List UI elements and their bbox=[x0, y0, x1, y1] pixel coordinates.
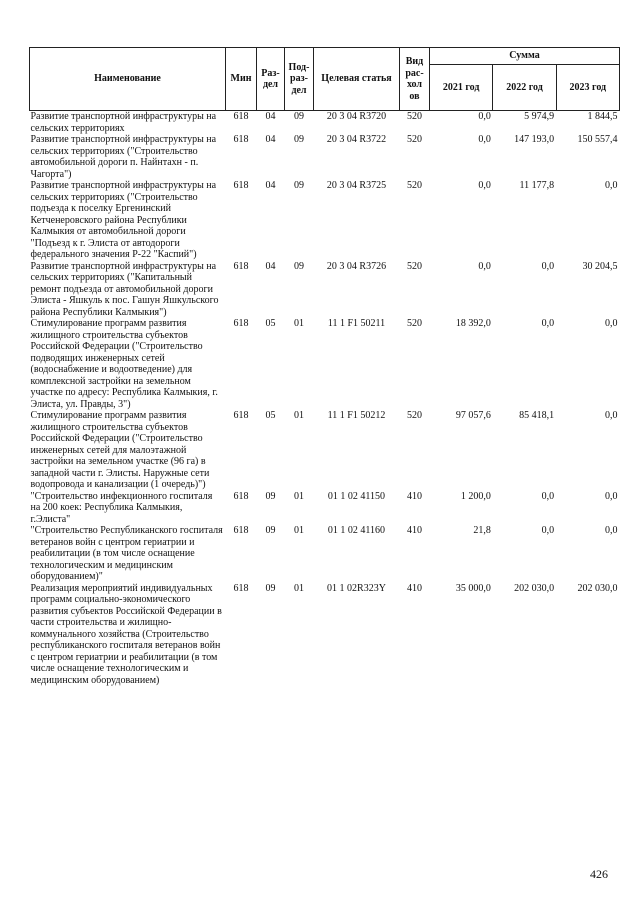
table-row bbox=[30, 525, 620, 583]
row-sum-2021: 0,0 bbox=[478, 260, 491, 272]
row-sum-2022: 0,0 bbox=[541, 318, 555, 329]
row-vid-rashodov: 410 bbox=[407, 490, 422, 502]
row-celevaya-statya: 11 1 F1 50211 bbox=[327, 318, 386, 329]
row-podrazdel: 09 bbox=[294, 111, 304, 122]
row-razdel: 04 bbox=[265, 111, 276, 122]
row-min: 618 bbox=[233, 260, 249, 272]
row-name: Развитие транспортной инфраструктуры на сельских территориях ("Капитальный ремонт подъезда от автомобильной дороги Элиста - Яшкуль к пос. Гашун Яшкульского района Республики Калмыкия") bbox=[30, 260, 219, 318]
row-razdel: 09 bbox=[265, 525, 276, 536]
row-sum-2023: 202 030,0 bbox=[577, 582, 618, 594]
row-razdel: 04 bbox=[265, 134, 276, 145]
row-sum-2022: 0,0 bbox=[541, 260, 555, 272]
table-row bbox=[30, 410, 620, 491]
row-razdel: 09 bbox=[265, 582, 276, 594]
row-celevaya-statya: 20 3 04 R3725 bbox=[326, 180, 387, 191]
row-sum-2021: 0,0 bbox=[478, 134, 491, 145]
row-name: "Строительство Республиканского госпиталя ветеранов войн с центром гериатрии и реабилитации (в том числе оснащение технологическим и медицинским оборудованием)" bbox=[30, 525, 223, 582]
row-sum-2022: 147 193,0 bbox=[514, 134, 555, 145]
table-row bbox=[30, 318, 620, 410]
row-sum-2022: 0,0 bbox=[541, 525, 555, 536]
row-min: 618 bbox=[233, 134, 249, 145]
row-min: 618 bbox=[233, 582, 249, 594]
row-razdel: 05 bbox=[265, 410, 276, 421]
row-sum-2021: 0,0 bbox=[478, 180, 491, 191]
row-min: 618 bbox=[233, 410, 249, 421]
row-sum-2021: 97 057,6 bbox=[455, 410, 491, 421]
row-min: 618 bbox=[233, 490, 249, 502]
row-celevaya-statya: 01 1 02 41150 bbox=[327, 490, 386, 502]
row-celevaya-statya: 01 1 02 41160 bbox=[327, 525, 386, 536]
row-min: 618 bbox=[233, 180, 249, 191]
row-vid-rashodov: 520 bbox=[407, 134, 422, 145]
row-celevaya-statya: 20 3 04 R3720 bbox=[326, 111, 387, 122]
table-row bbox=[30, 583, 620, 687]
row-sum-2022: 5 974,9 bbox=[524, 111, 555, 122]
row-podrazdel: 09 bbox=[294, 134, 304, 145]
table-header bbox=[30, 48, 620, 111]
header-razdel: Раз-дел bbox=[257, 48, 285, 111]
row-sum-2023: 0,0 bbox=[605, 410, 618, 421]
row-name: Развитие транспортной инфраструктуры на сельских территориях bbox=[30, 111, 217, 134]
row-podrazdel: 09 bbox=[294, 260, 304, 272]
row-name: Стимулирование программ развития жилищного строительства субъектов Российской Федерации ("Строительство инженерных сетей для малоэтажной застройки на земельном участке (96 га) в западной части г. Элисты. Наружные сети водопровода и канализации (1 очередь)") bbox=[30, 410, 210, 490]
table-row bbox=[30, 491, 620, 526]
header-celevaya-statya: Целевая статья bbox=[314, 48, 400, 111]
row-sum-2023: 0,0 bbox=[605, 525, 618, 536]
table-row bbox=[30, 111, 620, 135]
row-sum-2023: 1 844,5 bbox=[587, 111, 618, 122]
budget-table-page bbox=[29, 47, 620, 686]
row-sum-2021: 35 000,0 bbox=[455, 582, 491, 594]
row-sum-2023: 0,0 bbox=[605, 180, 618, 191]
header-year-2022: 2022 год bbox=[493, 65, 556, 111]
row-celevaya-statya: 01 1 02R323Y bbox=[327, 582, 386, 594]
row-sum-2022: 0,0 bbox=[541, 490, 555, 502]
row-sum-2021: 21,8 bbox=[473, 525, 491, 536]
row-podrazdel: 01 bbox=[294, 410, 304, 421]
row-vid-rashodov: 410 bbox=[407, 525, 422, 536]
header-vid-rashodov: Вид рас-хол ов bbox=[400, 48, 430, 111]
row-vid-rashodov: 520 bbox=[407, 111, 422, 122]
row-celevaya-statya: 20 3 04 R3722 bbox=[326, 134, 387, 145]
row-sum-2023: 150 557,4 bbox=[577, 134, 618, 145]
row-sum-2021: 18 392,0 bbox=[455, 318, 491, 329]
row-sum-2023: 0,0 bbox=[605, 490, 618, 502]
header-summa: Сумма bbox=[430, 48, 620, 65]
row-vid-rashodov: 520 bbox=[407, 180, 422, 191]
row-min: 618 bbox=[233, 525, 249, 536]
row-podrazdel: 01 bbox=[294, 582, 304, 594]
row-sum-2023: 30 204,5 bbox=[582, 260, 618, 272]
row-name: Реализация мероприятий индивидуальных программ социально-экономического развития субъектов Российской Федерации в части строительства и жилищно-коммунального хозяйства (Строительство республиканского госпиталя ветеранов войн с центром гериатрии и реабилитации (в том числе оснащение технологическим и медицинским оборудованием) bbox=[30, 582, 222, 686]
row-celevaya-statya: 11 1 F1 50212 bbox=[327, 410, 386, 421]
page-number: 426 bbox=[590, 867, 608, 881]
row-min: 618 bbox=[233, 318, 249, 329]
header-name: Наименование bbox=[30, 48, 226, 111]
row-name: "Строительство инфекционного госпиталя на 200 коек: Республика Калмыкия, г.Элиста" bbox=[30, 490, 213, 525]
row-name: Развитие транспортной инфраструктуры на сельских территориях ("Строительство автомобильной дороги п. Найнтахн - п. Чагорта") bbox=[30, 134, 217, 180]
row-vid-rashodov: 520 bbox=[407, 260, 422, 272]
table-row bbox=[30, 180, 620, 261]
row-sum-2022: 11 177,8 bbox=[519, 180, 555, 191]
row-vid-rashodov: 410 bbox=[407, 582, 422, 594]
row-razdel: 09 bbox=[265, 490, 276, 502]
row-razdel: 04 bbox=[265, 180, 276, 191]
row-name: Стимулирование программ развития жилищного строительства субъектов Российской Федерации ("Строительство подводящих инженерных сетей (водоснабжение и водоотведение) для комплексной застройки на земельном участке по адресу: Республика Калмыкия, г. Элиста, ул. Правды, 3") bbox=[30, 318, 218, 410]
row-podrazdel: 09 bbox=[294, 180, 304, 191]
row-vid-rashodov: 520 bbox=[407, 318, 422, 329]
table-body bbox=[30, 111, 620, 687]
row-sum-2022: 85 418,1 bbox=[519, 410, 555, 421]
row-podrazdel: 01 bbox=[294, 490, 304, 502]
row-razdel: 04 bbox=[265, 260, 276, 272]
row-podrazdel: 01 bbox=[294, 525, 304, 536]
row-name: Развитие транспортной инфраструктуры на сельских территориях ("Строительство подъезда к поселку Ергенинский Кетченеровского района Республики Калмыкия от автомобильной дороги "Подъезд к г. Элиста от автодороги федерального значения Р-22 "Каспий") bbox=[30, 180, 217, 260]
row-podrazdel: 01 bbox=[294, 318, 304, 329]
header-year-2023: 2023 год bbox=[556, 65, 619, 111]
row-min: 618 bbox=[233, 111, 249, 122]
header-year-2021: 2021 год bbox=[430, 65, 493, 111]
row-vid-rashodov: 520 bbox=[407, 410, 422, 421]
row-sum-2021: 1 200,0 bbox=[460, 490, 491, 502]
row-sum-2021: 0,0 bbox=[478, 111, 491, 122]
row-sum-2022: 202 030,0 bbox=[514, 582, 555, 594]
table-row bbox=[30, 261, 620, 319]
row-sum-2023: 0,0 bbox=[605, 318, 618, 329]
row-razdel: 05 bbox=[265, 318, 276, 329]
budget-table bbox=[29, 47, 620, 686]
header-podrazdel: Под-раз-дел bbox=[285, 48, 314, 111]
row-celevaya-statya: 20 3 04 R3726 bbox=[326, 260, 387, 272]
table-row bbox=[30, 134, 620, 180]
header-min: Мин bbox=[226, 48, 257, 111]
